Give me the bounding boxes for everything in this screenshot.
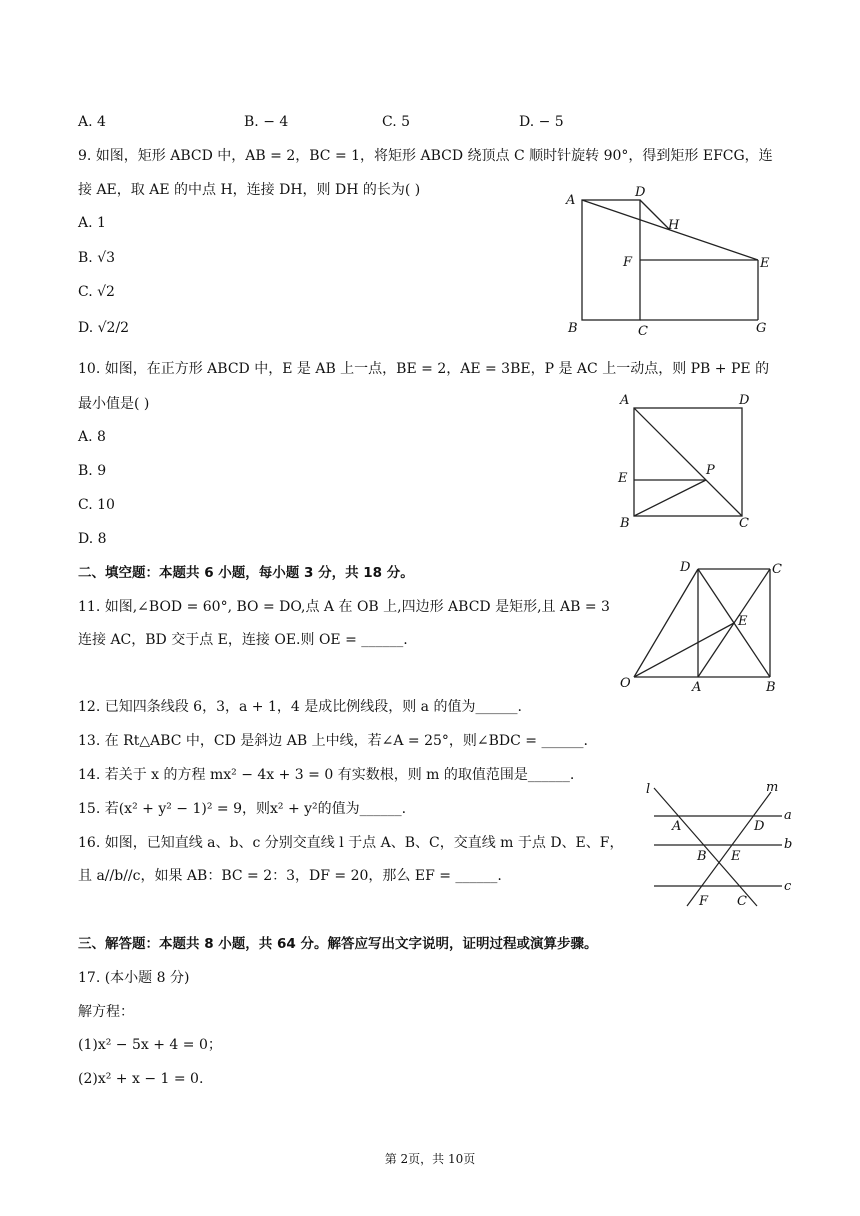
section-3-heading: 三、解答题：本题共 8 小题，共 64 分。解答应写出文字说明，证明过程或演算步骤。	[78, 936, 598, 952]
q10-stem-line2: 最小值是( )	[78, 396, 150, 412]
section-2-heading: 二、填空题：本题共 6 小题，每小题 3 分，共 18 分。	[78, 565, 414, 581]
q10-label-e: E	[618, 471, 628, 486]
q9-stem-line2: 接 AE，取 AE 的中点 H，连接 DH，则 DH 的长为( )	[78, 182, 421, 198]
q9-label-f: F	[623, 255, 633, 270]
q10-label-b: B	[620, 516, 630, 531]
q16-stem-line1: 16. 如图，已知直线 a、b、c 分别交直线 l 于点 A、B、C，交直线 m 于点 D、E、F，	[78, 835, 624, 851]
q16-label-a: A	[672, 819, 682, 834]
q9-option-d: D. √2/2	[78, 320, 130, 336]
q11-label-c: C	[772, 562, 782, 577]
q9-stem-line1: 9. 如图，矩形 ABCD 中，AB = 2，BC = 1，将矩形 ABCD 绕顶点 C 顺时针旋转 90°，得到矩形 EFCG，连	[78, 148, 773, 164]
q17-prompt: 解方程：	[78, 1004, 134, 1020]
q9-label-b: B	[568, 321, 578, 336]
q8-option-b: B. − 4	[244, 114, 289, 130]
q8-option-d: D. − 5	[519, 114, 564, 130]
q11-figure	[614, 557, 789, 697]
q10-option-a: A. 8	[78, 429, 106, 445]
q16-label-f: F	[699, 894, 709, 909]
q11-stem-line1: 11. 如图,∠BOD = 60°, BO = DO,点 A 在 OB 上,四边形 ABCD 是矩形,且 AB = 3	[78, 599, 610, 615]
q16-label-b: B	[697, 849, 707, 864]
q16-label-l: l	[646, 782, 651, 797]
q9-figure	[560, 185, 790, 340]
q11-label-e: E	[738, 614, 748, 629]
q16-stem-line2: 且 a//b//c，如果 AB：BC = 2：3，DF = 20，那么 EF = ______.	[78, 868, 502, 884]
q10-option-d: D. 8	[78, 531, 107, 547]
q9-label-h: H	[668, 218, 680, 233]
q16-label-d: D	[754, 819, 765, 834]
q16-label-c: C	[737, 894, 747, 909]
q10-option-c: C. 10	[78, 497, 115, 513]
q9-option-b: B. √3	[78, 250, 116, 266]
q16-label-line-c: c	[784, 879, 792, 894]
q8-option-c: C. 5	[382, 114, 411, 130]
q17-title: 17. (本小题 8 分)	[78, 970, 190, 986]
q16-label-line-a: a	[784, 808, 792, 823]
q9-label-g: G	[756, 321, 767, 336]
q10-label-c: C	[739, 516, 749, 531]
q8-option-a: A. 4	[78, 114, 106, 130]
q17-equation-1: (1)x² − 5x + 4 = 0；	[78, 1037, 222, 1053]
q14-stem: 14. 若关于 x 的方程 mx² − 4x + 3 = 0 有实数根，则 m 的取值范围是______.	[78, 767, 575, 783]
q16-label-e: E	[731, 849, 741, 864]
q9-label-a: A	[566, 193, 576, 208]
q17-equation-2: (2)x² + x − 1 = 0.	[78, 1071, 204, 1087]
q15-stem: 15. 若(x² + y² − 1)² = 9，则x² + y²的值为______.	[78, 801, 407, 817]
q11-label-a: A	[692, 680, 702, 695]
q11-label-b: B	[766, 680, 776, 695]
q10-option-b: B. 9	[78, 463, 107, 479]
page-footer: 第 2页，共 10页	[384, 1152, 476, 1166]
q16-figure	[640, 778, 800, 913]
q10-stem-line1: 10. 如图，在正方形 ABCD 中，E 是 AB 上一点，BE = 2，AE = 3BE，P 是 AC 上一动点，则 PB + PE 的	[78, 361, 770, 377]
q12-stem: 12. 已知四条线段 6，3，a + 1，4 是成比例线段，则 a 的值为______.	[78, 699, 522, 715]
q16-label-line-b: b	[784, 837, 793, 852]
q9-label-d: D	[635, 185, 646, 200]
q9-label-e: E	[760, 256, 770, 271]
q9-option-c: C. √2	[78, 284, 115, 300]
q16-label-m: m	[766, 780, 779, 795]
q10-label-p: P	[706, 463, 715, 478]
q13-stem: 13. 在 Rt△ABC 中，CD 是斜边 AB 上中线，若∠A = 25°，则∠BDC = ______.	[78, 733, 588, 749]
q9-option-a: A. 1	[78, 215, 106, 231]
q11-stem-line2: 连接 AC，BD 交于点 E，连接 OE.则 OE = ______.	[78, 632, 408, 648]
q10-label-a: A	[620, 393, 630, 408]
q11-label-d: D	[680, 560, 691, 575]
q10-label-d: D	[739, 393, 750, 408]
q10-figure	[612, 388, 762, 533]
q11-label-o: O	[620, 676, 631, 691]
q9-label-c: C	[638, 324, 648, 339]
